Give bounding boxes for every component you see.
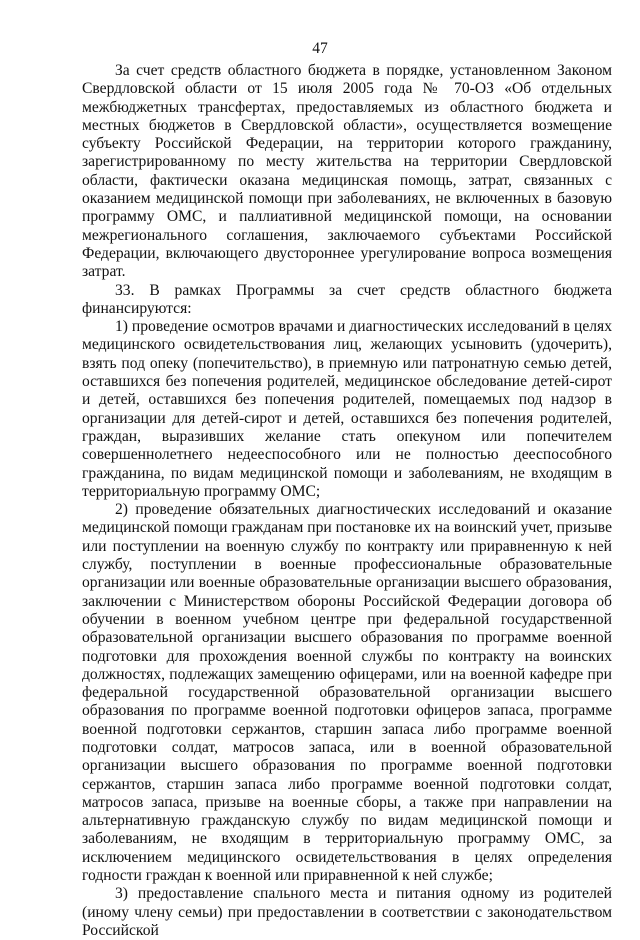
- page-number: 47: [312, 40, 328, 57]
- paragraph-item-33: 33. В рамках Программы за счет средств областного бюджета финансируются:: [82, 281, 612, 317]
- paragraph-subitem-2: 2) проведение обязательных диагностических исследований и оказание медицинской помощи гражданам при постановке их на воинский учет, призыве или поступлении на военную службу по контракту или приравненную к ней службу, поступлении в военные профессиональные образовательные организации или военные образовательные организации высшего образования, заключении с Министерством обороны Российской Федерации договора об обучении в военном учебном центре при федеральной государственной образовательной организации высшего образования по программе военной подготовки для прохождения военной службы по контракту на воинских должностях, подлежащих замещению офицерами, или на военной кафедре при федеральной государственной образовательной организации высшего образования по программе военной подготовки офицеров запаса, программе военной подготовки сержантов, старшин запаса либо программе военной подготовки солдат, матросов запаса, или в военной образовательной организации высшего образования по программе военной подготовки сержантов, старшин запаса либо программе военной подготовки солдат, матросов запаса, призыве на военные сборы, а также при направлении на альтернативную гражданскую службу по видам медицинской помощи и заболеваниям, не входящим в территориальную программу ОМС, за исключением медицинского освидетельствования в целях определения годности граждан к военной или приравненной к ней службе;: [82, 501, 612, 885]
- document-body: [82, 62, 612, 940]
- paragraph-interregional-compensation: За счет средств областного бюджета в порядке, установленном Законом Свердловской области от 15 июля 2005 года № 70-ОЗ «Об отдельных межбюджетных трансфертах, предоставляемых из областного бюджета и местных бюджетов в Свердловской области», осуществляется возмещение субъекту Российской Федерации, на территории которого гражданину, зарегистрированному по месту жительства на территории Свердловской области, фактически оказана медицинская помощь, затрат, связанных с оказанием медицинской помощи при заболеваниях, не включенных в базовую программу ОМС, и паллиативной медицинской помощи, на основании межрегионального соглашения, заключаемого субъектами Российской Федерации, включающего двустороннее урегулирование вопроса возмещения затрат.: [82, 62, 612, 281]
- paragraph-subitem-1: 1) проведение осмотров врачами и диагностических исследований в целях медицинского освидетельствования лиц, желающих усыновить (удочерить), взять под опеку (попечительство), в приемную или патронатную семью детей, оставшихся без попечения родителей, медицинское обследование детей-сирот и детей, оставшихся без попечения родителей, помещаемых под надзор в организации для детей-сирот и детей, оставшихся без попечения родителей, граждан, выразивших желание стать опекуном или попечителем совершеннолетнего недееспособного или не полностью дееспособного гражданина, по видам медицинской помощи и заболеваниям, не входящим в территориальную программу ОМС;: [82, 318, 612, 500]
- paragraph-subitem-3: 3) предоставление спального места и питания одному из родителей (иному члену семьи) при предоставлении в соответствии с законодательством Российской: [82, 885, 612, 939]
